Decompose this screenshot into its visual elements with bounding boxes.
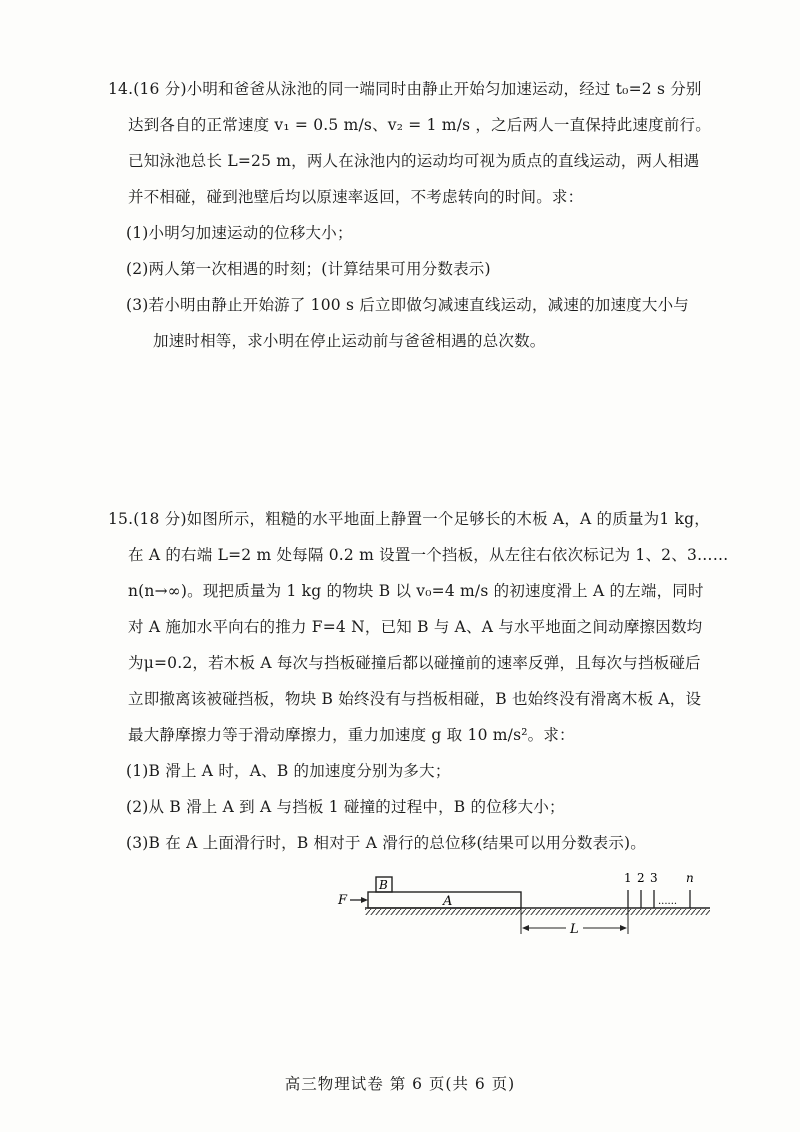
- barrier-1-label: 1: [624, 871, 632, 885]
- q14-line-2: 达到各自的正常速度 v₁ = 0.5 m/s、v₂ = 1 m/s ，之后两人一直保持此速度前行。: [128, 116, 711, 134]
- q15-line-2: 在 A 的右端 L=2 m 处每隔 0.2 m 设置一个挡板，从左往右依次标记为 1、2、3……: [128, 546, 729, 564]
- question-15: [108, 501, 728, 861]
- q15-part-1: (1)B 滑上 A 时，A、B 的加速度分别为多大；: [126, 762, 451, 780]
- q15-line-1: 15.(18 分)如图所示，粗糙的水平地面上静置一个足够长的木板 A，A 的质量为1 kg，: [108, 510, 710, 528]
- force-arrowhead: [361, 897, 368, 903]
- dimension-arrow-left: [522, 925, 529, 931]
- q14-line-4: 并不相碰，碰到池壁后均以原速率返回，不考虑转向的时间。求：: [128, 188, 584, 206]
- barrier-2-label: 2: [637, 871, 645, 885]
- q15-part-2: (2)从 B 滑上 A 到 A 与挡板 1 碰撞的过程中，B 的位移大小；: [126, 798, 565, 816]
- page-footer: 高三物理试卷 第 6 页(共 6 页): [284, 1075, 516, 1093]
- board-a-label: A: [443, 894, 453, 909]
- ground-hatch: [365, 909, 710, 915]
- q15-part-3: (3)B 在 A 上面滑行时，B 相对于 A 滑行的总位移(结果可以用分数表示)。: [126, 834, 646, 852]
- dimension-label: L: [570, 922, 579, 937]
- q15-line-7: 最大静摩擦力等于滑动摩擦力，重力加速度 g 取 10 m/s²。求：: [128, 726, 575, 744]
- q14-part-1: (1)小明匀加速运动的位移大小；: [126, 224, 353, 242]
- force-label: F: [338, 893, 348, 908]
- q15-line-3: n(n→∞)。现把质量为 1 kg 的物块 B 以 v₀=4 m/s 的初速度滑上 A 的左端，同时: [128, 582, 704, 600]
- barrier-3-label: 3: [650, 871, 658, 885]
- q14-line-3: 已知泳池总长 L=25 m，两人在泳池内的运动均可视为质点的直线运动，两人相遇: [128, 152, 700, 170]
- q14-part-3: (3)若小明由静止开始游了 100 s 后立即做匀减速直线运动，减速的加速度大小与: [126, 296, 689, 314]
- question-14: [108, 71, 728, 359]
- barrier-n-label: n: [686, 871, 694, 885]
- q15-line-6: 立即撤离该被碰挡板，物块 B 始终没有与挡板相碰，B 也始终没有滑离木板 A，设: [128, 690, 702, 708]
- dimension-arrow-right: [620, 925, 627, 931]
- q15-line-5: 为μ=0.2，若木板 A 每次与挡板碰撞后都以碰撞前的速率反弹，且每次与挡板碰后: [128, 654, 701, 672]
- q15-line-4: 对 A 施加水平向右的推力 F=4 N，已知 B 与 A、A 与水平地面之间动摩擦因数均: [128, 618, 703, 636]
- board-barrier-diagram: [330, 868, 720, 940]
- q14-part-3-cont: 加速时相等，求小明在停止运动前与爸爸相遇的总次数。: [153, 332, 546, 350]
- q14-line-1: 14.(16 分)小明和爸爸从泳池的同一端同时由静止开始匀加速运动，经过 t₀=2 s 分别: [108, 80, 702, 98]
- q14-part-2: (2)两人第一次相遇的时刻；(计算结果可用分数表示): [126, 260, 491, 278]
- barrier-ellipsis: ......: [658, 896, 678, 907]
- block-b-label: B: [379, 878, 388, 892]
